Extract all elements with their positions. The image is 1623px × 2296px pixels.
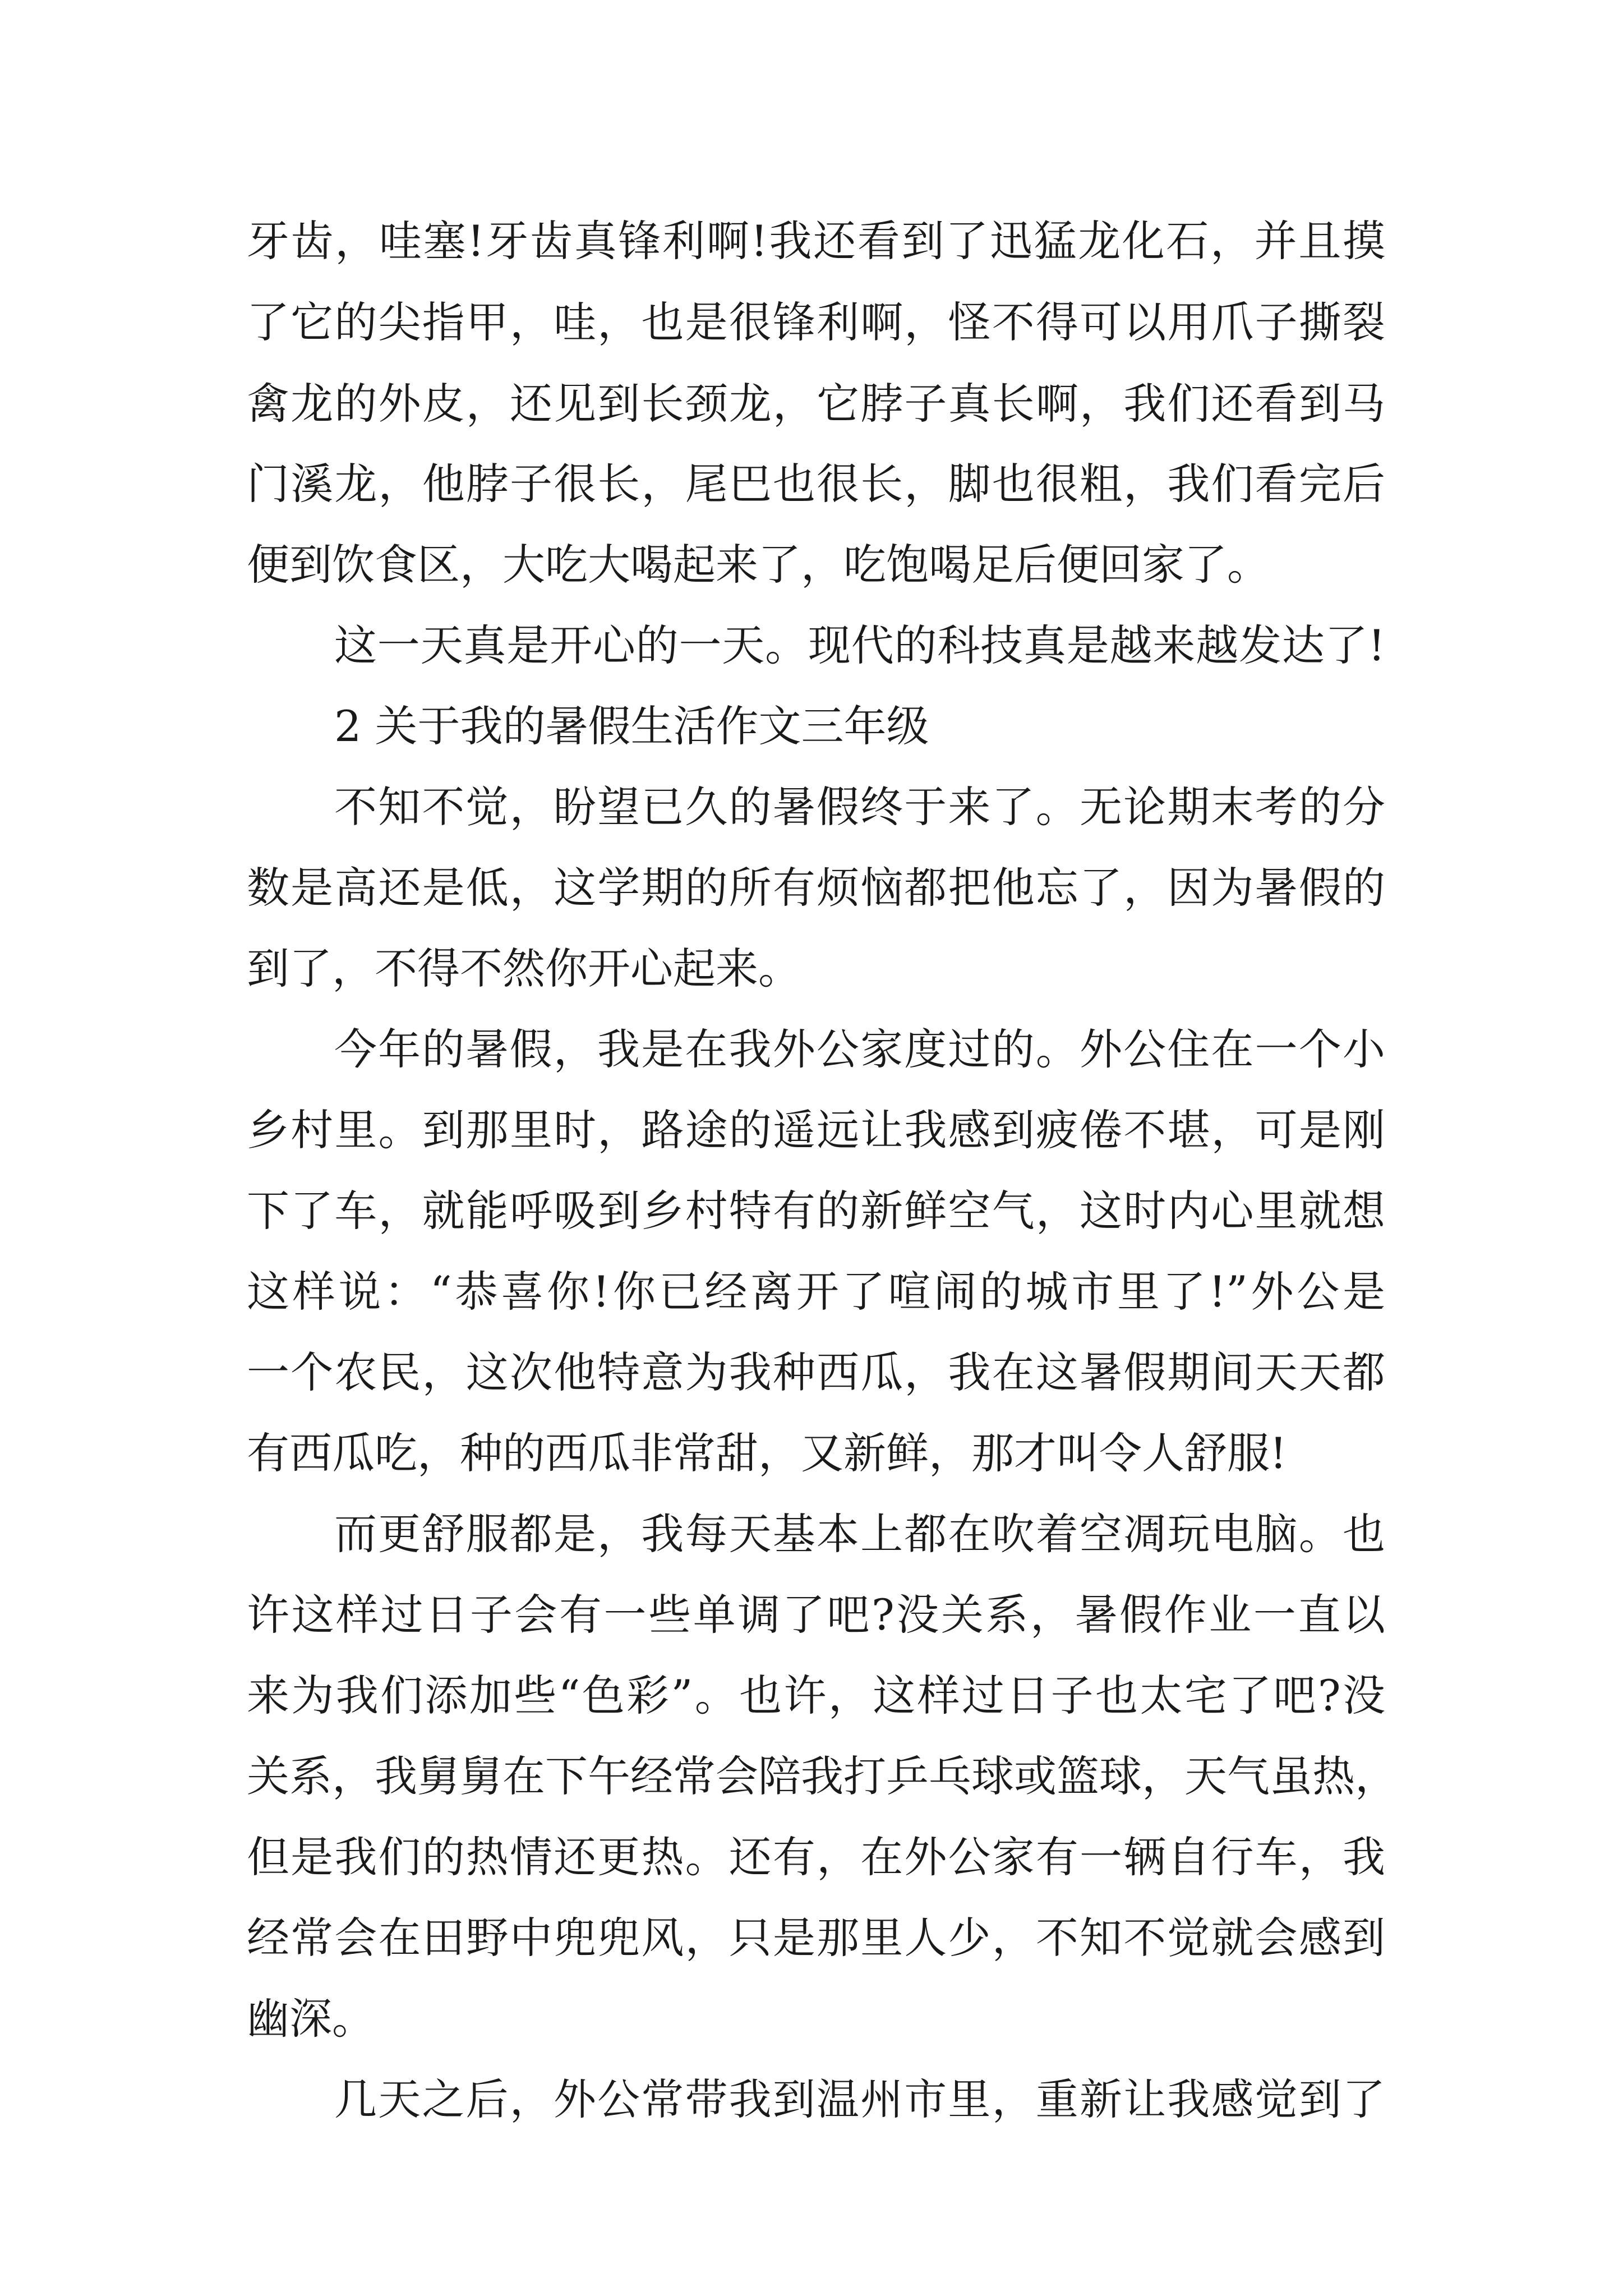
- text-line: 几天之后，外公常带我到温州市里，重新让我感觉到了: [334, 2074, 1385, 2124]
- text-line: 牙齿，哇塞!牙齿真锋利啊!我还看到了迅猛龙化石，并且摸: [247, 216, 1385, 266]
- text-line: 今年的暑假，我是在我外公家度过的。外公住在一个小: [334, 1024, 1385, 1074]
- text-line: 但是我们的热情还更热。还有，在外公家有一辆自行车，我: [247, 1832, 1385, 1882]
- text-line: 有西瓜吃，种的西瓜非常甜，又新鲜，那才叫令人舒服!: [247, 1428, 1287, 1478]
- text-line: 下了车，就能呼吸到乡村特有的新鲜空气，这时内心里就想: [247, 1186, 1385, 1236]
- text-line: 而更舒服都是，我每天基本上都在吹着空凋玩电脑。也: [334, 1509, 1385, 1559]
- text-line: 经常会在田野中兜兜风，只是那里人少，不知不觉就会感到: [247, 1913, 1385, 1963]
- text-line: 幽深。: [247, 1994, 375, 2044]
- text-line: 来为我们添加些“色彩”。也许，这样过日子也太宅了吧?没: [247, 1671, 1385, 1720]
- text-line: 乡村里。到那里时，路途的遥远让我感到疲倦不堪，可是刚: [247, 1105, 1385, 1155]
- text-line: 一个农民，这次他特意为我种西瓜，我在这暑假期间天天都: [247, 1347, 1385, 1397]
- text-line: 便到饮食区，大吃大喝起来了，吃饱喝足后便回家了。: [247, 540, 1270, 590]
- text-line: 数是高还是低，这学期的所有烦恼都把他忘了，因为暑假的: [247, 863, 1385, 913]
- text-line: 禽龙的外皮，还见到长颈龙，它脖子真长啊，我们还看到马: [247, 379, 1385, 429]
- text-line: 不知不觉，盼望已久的暑假终于来了。无论期末考的分: [334, 782, 1385, 832]
- section-heading: 2 关于我的暑假生活作文三年级: [334, 701, 929, 751]
- text-line: 关系，我舅舅在下午经常会陪我打乒乓球或篮球，天气虽热，: [247, 1751, 1398, 1801]
- text-line: 许这样过日子会有一些单调了吧?没关系，暑假作业一直以: [247, 1590, 1385, 1640]
- text-line: 这一天真是开心的一天。现代的科技真是越来越发达了!: [334, 620, 1385, 670]
- text-line: 了它的尖指甲，哇，也是很锋利啊，怪不得可以用爪子撕裂: [247, 297, 1385, 347]
- text-line: 门溪龙，他脖子很长，尾巴也很长，脚也很粗，我们看完后: [247, 459, 1385, 509]
- text-line: 到了，不得不然你开心起来。: [247, 944, 801, 993]
- text-line: 这样说：“恭喜你!你已经离开了喧闹的城市里了!”外公是: [247, 1267, 1385, 1317]
